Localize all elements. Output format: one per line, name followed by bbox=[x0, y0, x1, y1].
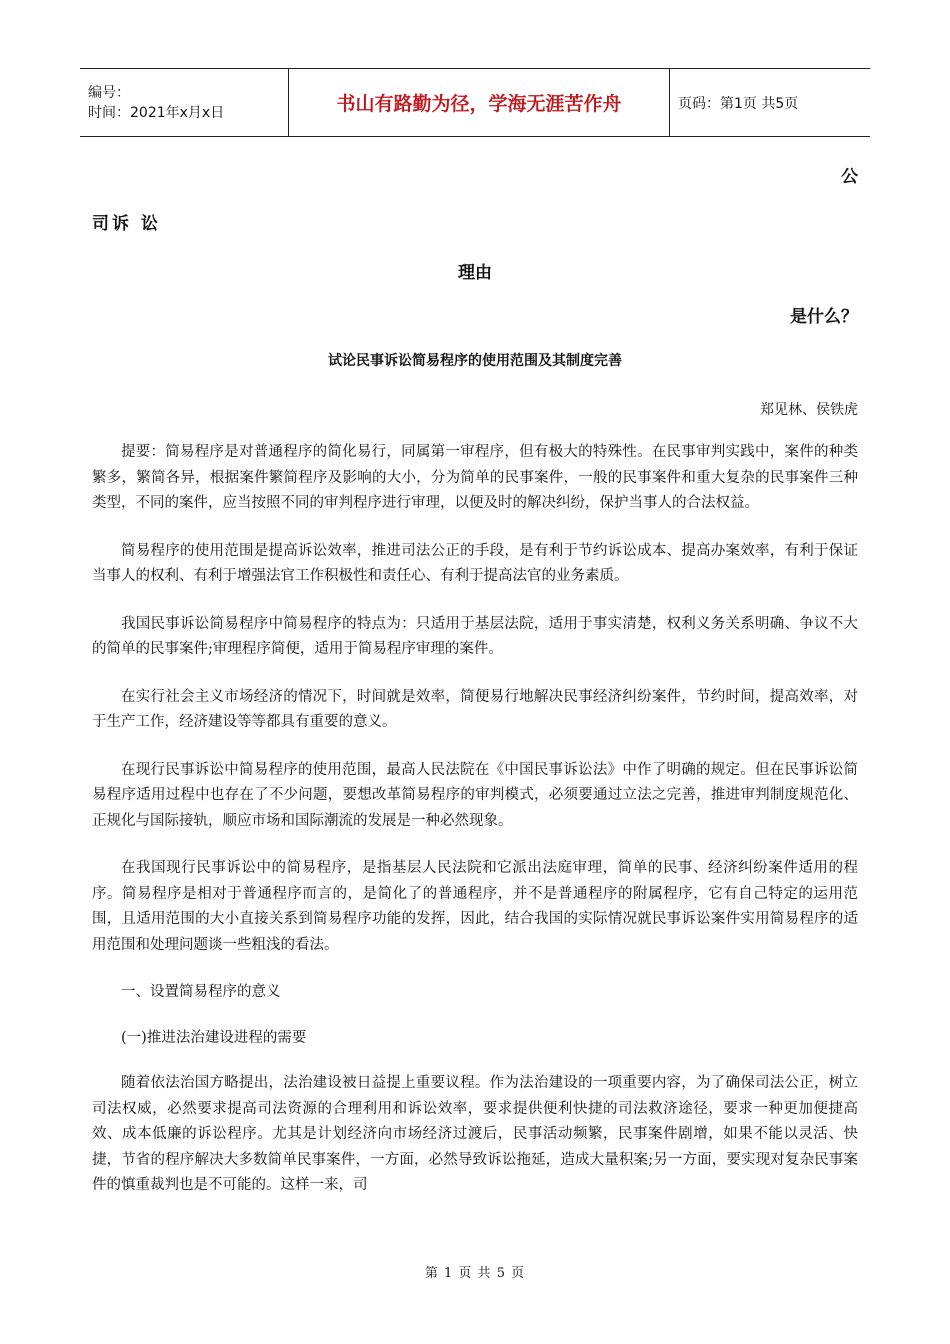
paragraph: 随着依法治国方略提出，法治建设被日益提上重要议程。作为法治建设的一项重要内容，为了确保司法公正，树立司法权威，必然要求提高司法资源的合理利用和诉讼效率，要求提供便利快捷的司法救济途径，要求一种更加便捷高效、成本低廉的诉讼程序。尤其是计划经济向市场经济过渡后，民事活动频繁，民事案件剧增，如果不能以灵活、快捷，节省的程序解决大多数简单民事案件，一方面，必然导致诉讼拖延，造成大量积案;另一方面，要实现对复杂民事案件的慎重裁判也是不可能的。这样一来，司 bbox=[92, 1075, 858, 1193]
paragraph: 在实行社会主义市场经济的情况下，时间就是效率，简便易行地解决民事经济纠纷案件，节约时间，提高效率，对于生产工作，经济建设等等都具有重要的意义。 bbox=[92, 688, 858, 730]
number-label: 编号： bbox=[88, 84, 130, 101]
paragraph-abstract: 提要：简易程序是对普通程序的简化易行，同属第一审程序，但有极大的特殊性。在民事审判实践中，案件的种类繁多，繁简各异，根据案件繁简程序及影响的大小，分为简单的民事案件，一般的民事案件和重大复杂的民事案件三种类型，不同的案件，应当按照不同的审判程序进行审理，以便及时的解决纠纷，保护当事人的合法权益。 bbox=[92, 444, 858, 511]
heading-fragment-gong: 公 bbox=[841, 167, 858, 187]
heading-fragment-liyou: 理由 bbox=[458, 263, 492, 283]
subsection-heading: (一)推进法治建设进程的需要 bbox=[121, 1029, 307, 1046]
header-meta bbox=[80, 69, 289, 136]
article-body bbox=[92, 440, 858, 1221]
paragraph: 简易程序的使用范围是提高诉讼效率，推进司法公正的手段，是有利于节约诉讼成本、提高办案效率，有利于保证当事人的权利、有利于增强法官工作积极性和责任心、有利于提高法官的业务素质。 bbox=[92, 542, 858, 584]
heading-fragment-shishenme: 是什么？ bbox=[790, 307, 858, 327]
header-motto: 书山有路勤为径，学海无涯苦作舟 bbox=[336, 93, 622, 115]
time-label: 时间：2021年x月x日 bbox=[88, 104, 225, 121]
header-motto-cell bbox=[289, 69, 670, 136]
heading-fragment-sisong: 司诉 讼 bbox=[92, 214, 161, 234]
article-title: 试论民事诉讼简易程序的使用范围及其制度完善 bbox=[328, 353, 622, 369]
article-authors: 郑见林、侯铁虎 bbox=[760, 402, 858, 418]
page-info-text: 页码：第1页 共5页 bbox=[678, 95, 799, 112]
paragraph: 在我国现行民事诉讼中的简易程序，是指基层人民法院和它派出法庭审理，简单的民事、经济纠纷案件适用的程序。简易程序是相对于普通程序而言的，是简化了的普通程序，并不是普通程序的附属程序，它有自己特定的运用范围，且适用范围的大小直接关系到简易程序功能的发挥，因此，结合我国的实际情况就民事诉讼案件实用简易程序的适用范围和处理问题谈一些粗浅的看法。 bbox=[92, 860, 858, 953]
page-footer: 第 1 页 共 5 页 bbox=[424, 1266, 526, 1281]
paragraph: 在现行民事诉讼中简易程序的使用范围，最高人民法院在《中国民事诉讼法》中作了明确的规定。但在民事诉讼简易程序适用过程中也存在了不少问题，要想改革简易程序的审判模式，必须要通过立法之完善，推进审判制度规范化、正规化与国际接轨，顺应市场和国际潮流的发展是一种必然现象。 bbox=[92, 761, 858, 829]
paragraph: 我国民事诉讼简易程序中简易程序的特点为：只适用于基层法院，适用于事实清楚，权利义务关系明确、争议不大的简单的民事案件;审理程序简便，适用于简易程序审理的案件。 bbox=[92, 615, 858, 657]
section-heading: 一、设置简易程序的意义 bbox=[121, 984, 281, 1000]
document-header bbox=[80, 68, 870, 137]
header-page-info bbox=[670, 69, 870, 136]
